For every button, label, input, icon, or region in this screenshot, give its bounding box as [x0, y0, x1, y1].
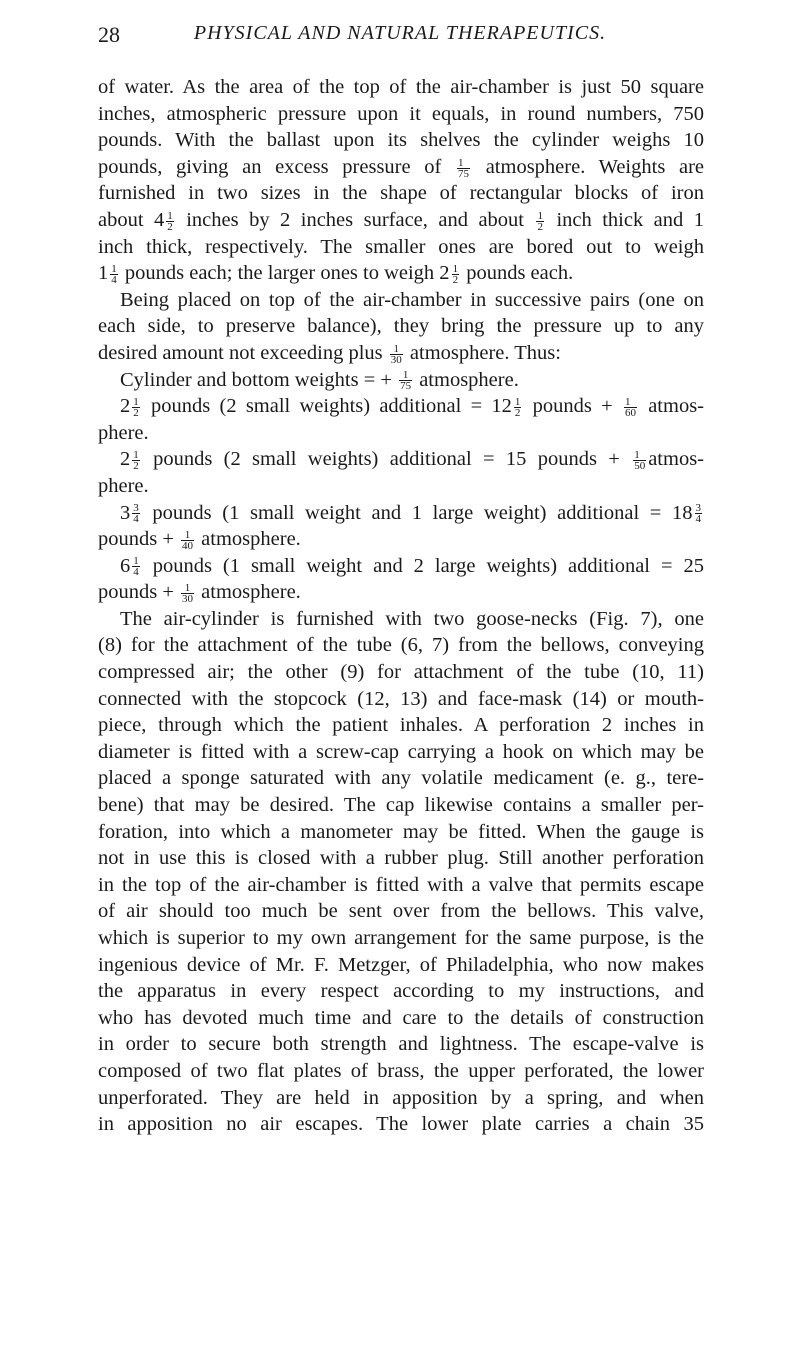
text-line: [98, 845, 704, 872]
text-segment: inches, atmospheric pressure upon it equals, in round numbers, 750: [98, 102, 704, 125]
text-line: [98, 1085, 704, 1112]
text-line: [98, 127, 704, 154]
text-segment: atmosphere.: [414, 368, 519, 391]
text-segment: pounds +: [98, 581, 180, 604]
text-segment: not in use this is closed with a rubber plug. Still another perforation: [98, 847, 704, 870]
text-segment: 2: [120, 448, 131, 471]
text-segment: pounds. With the ballast upon its shelves the cylinder weighs 10: [98, 129, 704, 152]
text-segment: pounds (2 small weights) additional = 15 pounds +: [141, 448, 632, 471]
fraction: [181, 583, 194, 604]
text-segment: each side, to preserve balance), they bring the pressure up to any: [98, 315, 704, 338]
text-segment: atmos-: [638, 395, 705, 418]
text-segment: of water. As the area of the top of the air-chamber is just 50 square: [98, 76, 704, 98]
text-segment: diameter is fitted with a screw-cap carrying a hook on which may be: [98, 740, 704, 763]
text-line: [98, 180, 704, 207]
text-line: [98, 952, 704, 979]
fraction-numerator: 1: [624, 397, 637, 408]
fraction: [536, 211, 544, 232]
text-segment: atmos-: [648, 448, 704, 471]
fraction: [390, 344, 403, 365]
text-segment: pounds (2 small weights) additional = 12: [141, 395, 512, 418]
text-line: [98, 101, 704, 128]
text-line: [98, 526, 704, 553]
fraction: [457, 158, 470, 179]
text-line: [98, 579, 704, 606]
text-line: [98, 553, 704, 580]
text-segment: pounds each; the larger ones to weigh 2: [119, 262, 450, 285]
fraction-denominator: 2: [514, 406, 521, 419]
fraction: [695, 503, 703, 524]
fraction-numerator: 1: [133, 395, 139, 408]
fraction-numerator: 1: [181, 530, 194, 541]
text-segment: inches by 2 inches surface, and about: [175, 208, 535, 231]
fraction-denominator: 30: [390, 353, 402, 366]
text-line: [98, 234, 704, 261]
fraction-denominator: 75: [400, 380, 412, 393]
fraction: [514, 397, 522, 418]
text-line: [98, 340, 704, 367]
text-segment: 6: [120, 554, 131, 577]
fraction-denominator: 2: [452, 273, 459, 286]
text-line: [98, 765, 704, 792]
fraction: [624, 397, 637, 418]
fraction-denominator: 2: [537, 220, 543, 233]
fraction: [132, 556, 140, 577]
fraction-denominator: 50: [634, 460, 646, 473]
text-segment: furnished in two sizes in the shape of rectangular blocks of iron: [98, 182, 704, 205]
text-segment: Cylinder and bottom weights = +: [120, 368, 398, 391]
text-segment: about 4: [98, 208, 165, 231]
text-segment: inch thick and 1: [545, 208, 704, 231]
fraction-denominator: 2: [133, 406, 139, 419]
text-segment: desired amount not exceeding plus: [98, 341, 388, 364]
text-segment: pounds (1 small weight and 1 large weight) additional = 18: [141, 501, 693, 524]
fraction: [452, 264, 460, 285]
text-line: [98, 686, 704, 713]
text-line: [98, 606, 704, 633]
fraction-denominator: 75: [458, 167, 470, 180]
text-segment: (8) for the attachment of the tube (6, 7) from the bellows, conveying: [98, 634, 704, 657]
text-segment: atmosphere. Thus:: [404, 341, 561, 364]
fraction-numerator: 1: [111, 262, 117, 275]
text-segment: ingenious device of Mr. F. Metzger, of Philadelphia, who now makes: [98, 953, 704, 976]
text-segment: placed a sponge saturated with any volatile medicament (e. g., tere-: [98, 767, 704, 790]
text-segment: in order to secure both strength and lightness. The escape-valve is: [98, 1033, 704, 1056]
text-line: [98, 712, 704, 739]
fraction: [166, 211, 174, 232]
fraction-denominator: 2: [167, 220, 173, 233]
text-segment: which is superior to my own arrangement for the same purpose, is the: [98, 927, 704, 949]
text-line: [98, 1031, 704, 1058]
text-segment: phere.: [98, 421, 149, 444]
fraction-numerator: 1: [167, 209, 173, 222]
text-segment: inch thick, respectively. The smaller ones are bored out to weigh: [98, 235, 704, 258]
text-line: [98, 898, 704, 925]
text-line: [98, 74, 704, 101]
text-line: [98, 872, 704, 899]
fraction-numerator: 3: [695, 502, 701, 515]
text-line: [98, 207, 704, 234]
text-line: [98, 393, 704, 420]
running-head: PHYSICAL AND NATURAL THERAPEUTICS.: [193, 22, 607, 44]
fraction-numerator: 3: [133, 502, 139, 515]
fraction: [399, 370, 412, 391]
text-line: [98, 659, 704, 686]
text-line: [98, 473, 704, 500]
fraction-denominator: 2: [133, 460, 139, 473]
text-line: [98, 500, 704, 527]
text-line: [98, 260, 704, 287]
text-segment: pounds each.: [461, 262, 574, 285]
text-segment: 3: [120, 501, 131, 524]
fraction: [132, 450, 140, 471]
fraction-numerator: 1: [181, 583, 194, 594]
text-line: [98, 446, 704, 473]
text-line: [98, 1111, 704, 1138]
text-line: [98, 925, 704, 952]
text-segment: Being placed on top of the air-chamber in successive pairs (one on: [120, 288, 704, 311]
text-line: [98, 1058, 704, 1085]
text-line: [98, 819, 704, 846]
text-segment: composed of two flat plates of brass, the upper perforated, the lower: [98, 1059, 704, 1082]
fraction: [132, 503, 140, 524]
fraction-numerator: 1: [133, 449, 139, 462]
text-segment: 1: [98, 262, 109, 285]
text-segment: the apparatus in every respect according to my instructions, and: [98, 980, 704, 1003]
text-segment: piece, through which the patient inhales. A perforation 2 inches in: [98, 714, 704, 737]
text-segment: 2: [120, 395, 131, 418]
fraction-numerator: 1: [452, 262, 459, 275]
body-text: [98, 74, 704, 1138]
fraction-denominator: 4: [111, 273, 117, 286]
fraction-denominator: 40: [182, 539, 194, 552]
fraction: [110, 264, 118, 285]
fraction-numerator: 1: [399, 370, 412, 381]
text-line: [98, 792, 704, 819]
fraction-denominator: 4: [133, 513, 139, 526]
text-segment: who has devoted much time and care to the details of construction: [98, 1006, 704, 1029]
fraction: [633, 450, 646, 471]
text-segment: unperforated. They are held in apposition by a spring, and when: [98, 1086, 704, 1109]
fraction-numerator: 1: [633, 450, 646, 461]
fraction-numerator: 1: [457, 158, 470, 169]
fraction-numerator: 1: [390, 344, 403, 355]
text-segment: phere.: [98, 474, 149, 497]
text-segment: atmosphere.: [196, 581, 301, 604]
fraction-denominator: 4: [133, 566, 139, 579]
text-segment: bene) that may be desired. The cap likewise contains a smaller per-: [98, 794, 704, 817]
page-header: [0, 22, 800, 52]
text-segment: pounds +: [98, 528, 180, 551]
text-line: [98, 367, 704, 394]
text-segment: pounds, giving an excess pressure of: [98, 155, 456, 178]
text-line: [98, 313, 704, 340]
text-line: [98, 978, 704, 1005]
text-segment: pounds (1 small weight and 2 large weights) additional = 25: [141, 554, 704, 577]
text-line: [98, 739, 704, 766]
fraction-numerator: 1: [133, 555, 139, 568]
text-segment: atmosphere. Weights are: [472, 155, 704, 178]
fraction: [181, 530, 194, 551]
text-segment: pounds +: [523, 395, 622, 418]
text-line: [98, 1005, 704, 1032]
page-number: 28: [98, 22, 120, 47]
text-line: [98, 154, 704, 181]
text-segment: of air should too much be sent over from the bellows. This valve,: [98, 900, 704, 923]
text-segment: foration, into which a manometer may be fitted. When the gauge is: [98, 820, 704, 843]
text-line: [98, 287, 704, 314]
fraction-numerator: 1: [514, 395, 521, 408]
fraction-numerator: 1: [537, 209, 543, 222]
text-segment: compressed air; the other (9) for attachment of the tube (10, 11): [98, 661, 704, 684]
fraction: [132, 397, 140, 418]
text-segment: atmosphere.: [196, 528, 301, 551]
text-line: [98, 632, 704, 659]
text-segment: in the top of the air-chamber is fitted with a valve that permits escape: [98, 873, 704, 896]
text-segment: in apposition no air escapes. The lower plate carries a chain 35: [98, 1113, 704, 1136]
fraction-denominator: 4: [695, 513, 701, 526]
text-line: [98, 420, 704, 447]
fraction-denominator: 60: [624, 406, 636, 419]
fraction-denominator: 30: [182, 593, 194, 606]
text-segment: connected with the stopcock (12, 13) and face-mask (14) or mouth-: [98, 687, 704, 710]
text-segment: The air-cylinder is furnished with two goose-necks (Fig. 7), one: [120, 607, 704, 630]
